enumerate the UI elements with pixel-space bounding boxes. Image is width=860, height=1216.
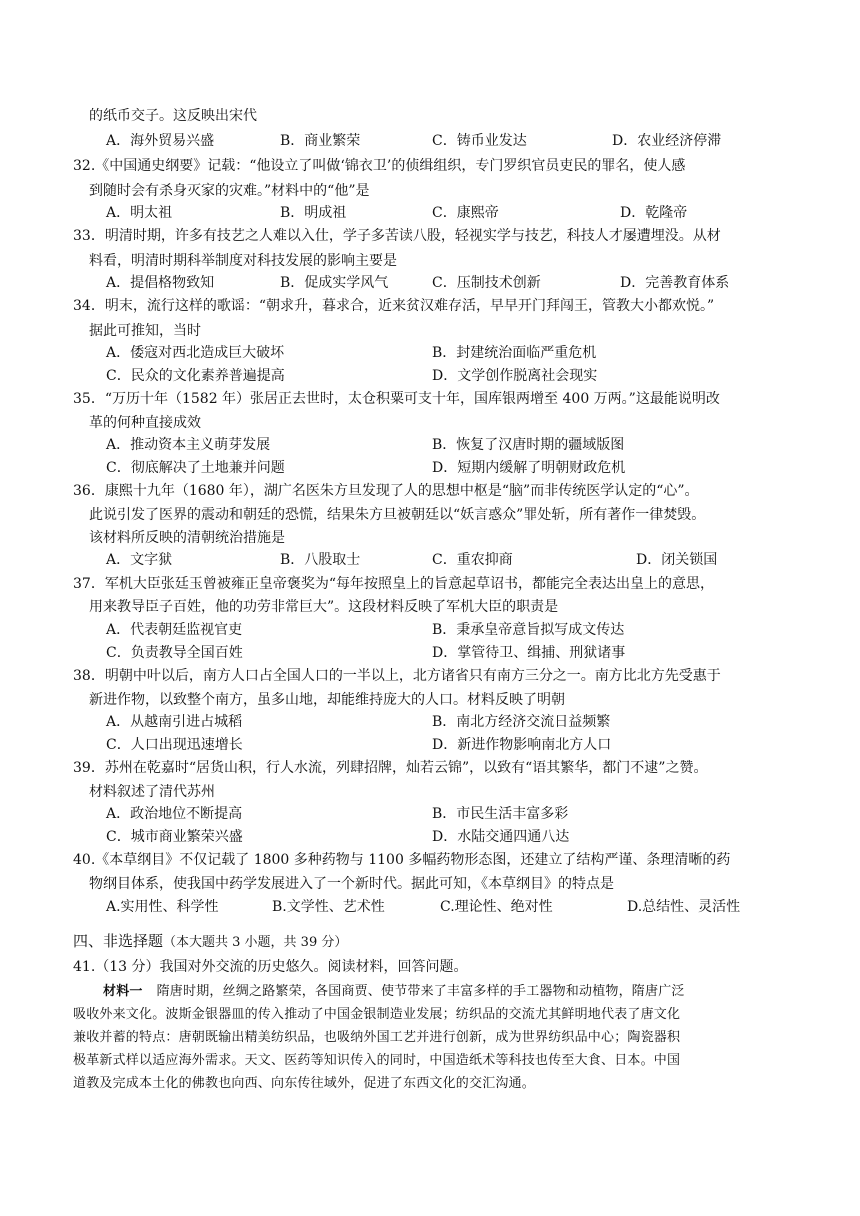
q41-material-text1: 隋唐时期，丝绸之路繁荣，各国商贾、使节带来了丰富多样的手工器物和动植物，隋唐广泛	[156, 984, 685, 999]
q35-stem-line1: 35．“万历十年（1582 年）张居正去世时，太仓积粟可支十年，国库银两增至 400 万两。”这最能说明改	[73, 391, 720, 407]
q36-option-a[interactable]: A．文字狱	[106, 552, 173, 568]
q36-option-b[interactable]: B．八股取士	[280, 552, 361, 568]
q39-option-a[interactable]: A．政治地位不断提高	[106, 806, 243, 822]
q37-option-c[interactable]: C．负责教导全国百姓	[106, 645, 243, 661]
section-4-title: 四、非选择题	[73, 932, 164, 950]
q37-option-b[interactable]: B．秉承皇帝意旨拟写成文传达	[432, 622, 625, 638]
q35-option-c[interactable]: C．彻底解决了土地兼并问题	[106, 460, 285, 476]
q41-material-label: 材料一	[103, 984, 143, 999]
q31-option-d[interactable]: D．农业经济停滞	[612, 133, 722, 149]
q31-stem: 的纸币交子。这反映出宋代	[89, 108, 257, 124]
q34-stem-line1: 34．明末，流行这样的歌谣：“朝求升，暮求合，近来贫汉难存活，早早开门拜闯王，管教大小都欢悦。”	[73, 298, 715, 314]
q41-material-line5: 道教及完成本土化的佛教也向西、向东传往域外，促进了东西文化的交汇沟通。	[73, 1076, 536, 1091]
q41-material-line2: 吸收外来文化。波斯金银器皿的传入推动了中国金银制造业发展；纺织品的交流尤其鲜明地代表了唐文化	[73, 1007, 681, 1022]
q36-stem-line1: 36．康熙十九年（1680 年），湖广名医朱方旦发现了人的思想中枢是“脑”而非传统医学认定的“心”。	[73, 483, 699, 499]
q38-option-c[interactable]: C．人口出现迅速增长	[106, 737, 243, 753]
q33-stem-line2: 料看，明清时期科举制度对科技发展的影响主要是	[89, 253, 397, 269]
q37-stem-line2: 用来教导臣子百姓，他的功劳非常巨大”。这段材料反映了军机大臣的职责是	[89, 599, 559, 615]
q39-stem-line1: 39．苏州在乾嘉时“居货山积，行人水流，列肆招牌，灿若云锦”，以致有“语其繁华，都门不逮”之赞。	[73, 760, 708, 776]
section-4-heading	[73, 931, 347, 953]
q32-option-d[interactable]: D．乾隆帝	[620, 205, 688, 221]
q38-stem-line2: 新进作物，以致整个南方，虽多山地，却能维持庞大的人口。材料反映了明朝	[89, 692, 565, 708]
q32-option-c[interactable]: C．康熙帝	[432, 205, 499, 221]
q37-option-a[interactable]: A．代表朝廷监视官吏	[106, 622, 243, 638]
q40-stem-line1: 40.《本草纲目》不仅记载了 1800 多种药物与 1100 多幅药物形态图，还建立了结构严谨、条理清晰的药	[73, 852, 731, 868]
q40-stem-line2: 物纲目体系，使我国中药学发展进入了一个新时代。据此可知，《本草纲目》的特点是	[89, 876, 614, 892]
q31-option-c[interactable]: C．铸币业发达	[432, 133, 527, 149]
q41-intro: 41.（13 分）我国对外交流的历史悠久。阅读材料，回答问题。	[73, 959, 468, 975]
q37-option-d[interactable]: D．掌管待卫、缉捕、刑狱诸事	[432, 645, 626, 661]
q34-stem-line2: 据此可推知，当时	[89, 323, 201, 339]
q35-option-b[interactable]: B．恢复了汉唐时期的疆域版图	[432, 437, 625, 453]
q32-option-b[interactable]: B．明成祖	[280, 205, 347, 221]
q37-stem-line1: 37．军机大臣张廷玉曾被雍正皇帝褒奖为“每年按照皇上的旨意起草诏书，都能完全表达出皇上的意思，	[73, 576, 714, 592]
q34-option-c[interactable]: C．民众的文化素养普遍提高	[106, 368, 285, 384]
q36-stem-line2: 此说引发了医界的震动和朝廷的恐慌，结果朱方旦被朝廷以“妖言惑众”罪处斩，所有著作一律焚毁。	[89, 507, 706, 523]
q39-option-c[interactable]: C．城市商业繁荣兴盛	[106, 829, 243, 845]
q34-option-b[interactable]: B．封建统治面临严重危机	[432, 345, 597, 361]
q31-option-a[interactable]: A．海外贸易兴盛	[106, 133, 215, 149]
section-4-note: （本大题共 3 小题，共 39 分）	[163, 935, 348, 950]
q40-option-c[interactable]: C.理论性、绝对性	[440, 899, 553, 915]
q35-stem-line2: 革的何种直接成效	[89, 415, 201, 431]
q38-stem-line1: 38．明朝中叶以后，南方人口占全国人口的一半以上，北方诸省只有南方三分之一。南方比北方先受惠于	[73, 668, 721, 684]
q39-option-b[interactable]: B．市民生活丰富多彩	[432, 806, 569, 822]
q36-stem-line3: 该材料所反映的清朝统治措施是	[89, 530, 285, 546]
q40-option-b[interactable]: B.文学性、艺术性	[272, 899, 385, 915]
q34-option-a[interactable]: A．倭寇对西北造成巨大破坏	[106, 345, 285, 361]
q41-material-line3: 兼收并蓄的特点：唐朝既输出精美纺织品，也吸纳外国工艺并进行创新，成为世界纺织品中心；陶瓷器积	[73, 1030, 681, 1045]
q39-stem-line2: 材料叙述了清代苏州	[89, 784, 215, 800]
q35-option-d[interactable]: D．短期内缓解了明朝财政危机	[432, 460, 626, 476]
q32-stem-line1: 32.《中国通史纲要》记载：“他设立了叫做‘锦衣卫’的侦缉组织，专门罗织官员吏民的罪名，使人感	[73, 158, 686, 174]
q38-option-b[interactable]: B．南北方经济交流日益频繁	[432, 714, 611, 730]
q33-option-c[interactable]: C．压制技术创新	[432, 275, 541, 291]
q35-option-a[interactable]: A．推动资本主义萌芽发展	[106, 437, 271, 453]
q33-stem-line1: 33．明清时期，许多有技艺之人难以入仕，学子多苦读八股，轻视实学与技艺，科技人才屡遭埋没。从材	[73, 228, 721, 244]
q32-stem-line2: 到随时会有杀身灭家的灾难。”材料中的“他”是	[89, 183, 370, 199]
q41-material-line1	[103, 982, 685, 1002]
q33-option-a[interactable]: A．提倡格物致知	[106, 275, 215, 291]
q33-option-b[interactable]: B．促成实学风气	[280, 275, 389, 291]
q39-option-d[interactable]: D．水陆交通四通八达	[432, 829, 570, 845]
q41-material-line4: 极革新式样以适应海外需求。天文、医药等知识传入的同时，中国造纸术等科技也传至大食、日本。中国	[73, 1053, 681, 1068]
q31-option-b[interactable]: B．商业繁荣	[280, 133, 361, 149]
q40-option-d[interactable]: D.总结性、灵活性	[627, 899, 741, 915]
q33-option-d[interactable]: D．完善教育体系	[620, 275, 730, 291]
q36-option-c[interactable]: C．重农抑商	[432, 552, 513, 568]
q38-option-d[interactable]: D．新进作物影响南北方人口	[432, 737, 612, 753]
q34-option-d[interactable]: D．文学创作脱离社会现实	[432, 368, 598, 384]
q40-option-a[interactable]: A.实用性、科学性	[106, 899, 219, 915]
q36-option-d[interactable]: D．闭关锁国	[636, 552, 718, 568]
q38-option-a[interactable]: A．从越南引进占城稻	[106, 714, 243, 730]
q32-option-a[interactable]: A．明太祖	[106, 205, 173, 221]
